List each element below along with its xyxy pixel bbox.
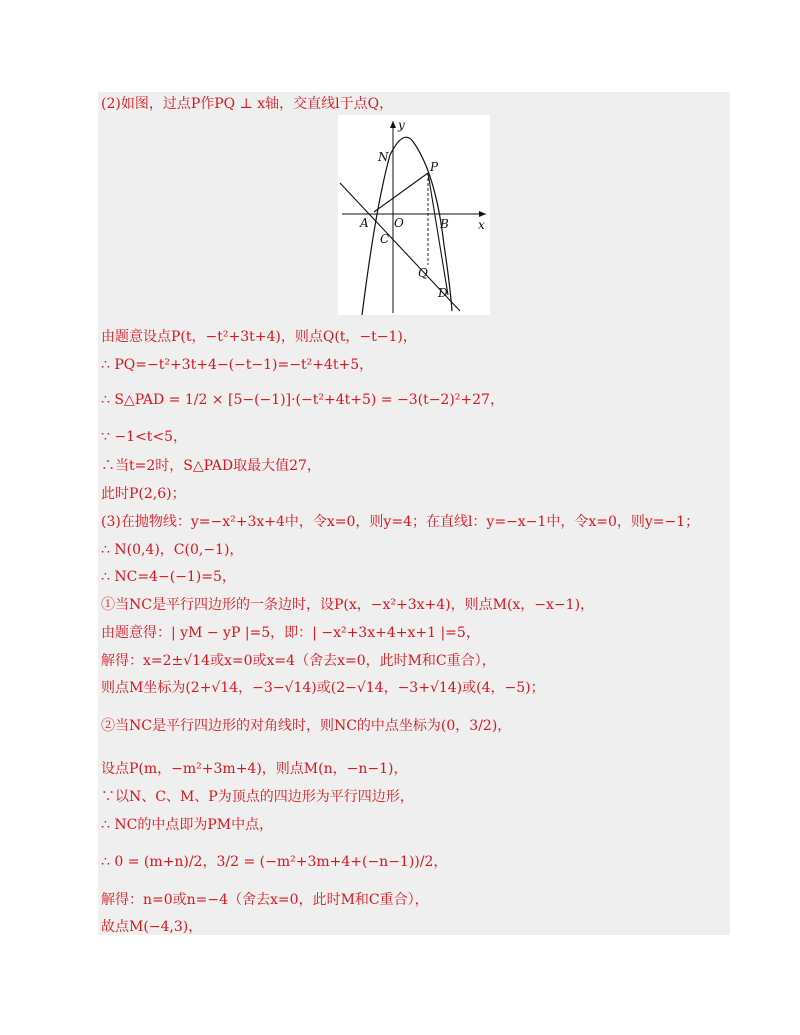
label-C: C (380, 232, 390, 246)
label-N: N (378, 150, 389, 164)
label-P: P (430, 160, 439, 174)
text-line-11: ①当NC是平行四边形的一条边时，设P(x，−x²+3x+4)，则点M(x，−x−1)， (101, 597, 595, 613)
text-line-13: 解得：x=2±√14或x=0或x=4（舍去x=0，此时M和C重合）， (101, 653, 496, 669)
label-x: x (478, 218, 485, 232)
label-B: B (440, 217, 449, 231)
text-line-5: ∵ −1<t<5， (101, 429, 187, 445)
line-PD (428, 173, 448, 295)
label-A: A (360, 216, 369, 230)
label-y: y (398, 118, 405, 132)
text-line-4: ∴ S△PAD = 1/2 × [5−(−1)]·(−t²+4t+5) = −3(t−2)²+27， (101, 392, 504, 408)
parabola-figure (338, 115, 490, 315)
text-line-21: 故点M(−4,3)， (101, 919, 203, 935)
text-line-10: ∴ NC=4−(−1)=5， (101, 569, 236, 585)
x-axis-arrow (479, 211, 486, 217)
y-axis-arrow (390, 121, 396, 128)
text-line-6: ∴当t=2时，S△PAD取最大值27， (101, 458, 321, 474)
label-O: O (394, 216, 404, 230)
text-line-12: 由题意得：| yM − yP |=5，即：| −x²+3x+4+x+1 |=5， (101, 625, 480, 641)
text-line-8: (3)在抛物线：y=−x²+3x+4中，令x=0，则y=4；在直线l：y=−x−1中，令x=0，则y=−1； (101, 514, 700, 530)
text-line-15: ②当NC是平行四边形的对角线时，则NC的中点坐标为(0，3/2)， (101, 718, 512, 734)
text-line-1: (2)如图，过点P作PQ ⊥ x轴，交直线l于点Q， (101, 96, 394, 112)
text-line-18: ∴ NC的中点即为PM中点， (101, 817, 274, 833)
label-D: D (438, 286, 448, 300)
text-line-3: ∴ PQ=−t²+3t+4−(−t−1)=−t²+4t+5， (101, 357, 374, 373)
text-line-9: ∴ N(0,4)，C(0,−1)， (101, 542, 244, 558)
text-line-7: 此时P(2,6)； (101, 486, 186, 502)
text-line-16: 设点P(m，−m²+3m+4)，则点M(n，−n−1)， (101, 761, 408, 777)
text-line-2: 由题意设点P(t，−t²+3t+4)，则点Q(t，−t−1)， (101, 329, 417, 345)
text-line-14: 则点M坐标为(2+√14，−3−√14)或(2−√14，−3+√14)或(4，−5)； (101, 680, 545, 696)
text-line-19: ∴ 0 = (m+n)/2，3/2 = (−m²+3m+4+(−n−1))/2， (101, 854, 448, 870)
label-Q: Q (418, 266, 428, 280)
text-line-20: 解得：n=0或n=−4（舍去x=0，此时M和C重合）， (101, 892, 429, 908)
line-AP (374, 173, 428, 212)
text-line-17: ∵以N、C、M、P为顶点的四边形为平行四边形， (101, 789, 414, 805)
graph-svg (338, 115, 490, 315)
